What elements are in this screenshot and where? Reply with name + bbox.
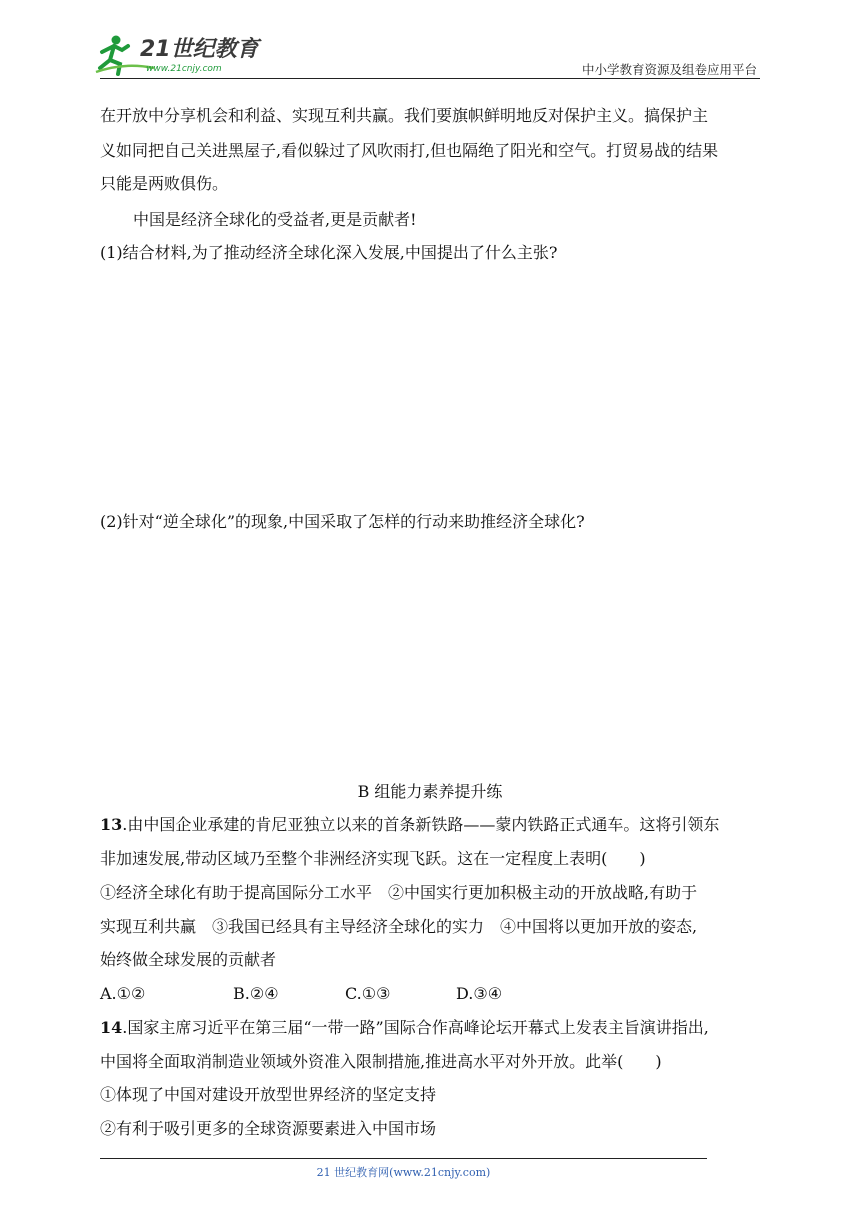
header-slogan: 中小学教育资源及组卷应用平台: [581, 62, 757, 77]
q13-option-d[interactable]: D.③④: [456, 984, 503, 1003]
passage-line-1: 在开放中分享机会和利益、实现互利共赢。我们要旗帜鲜明地反对保护主义。搞保护主: [100, 106, 709, 125]
q13-option-a[interactable]: A.①②: [100, 984, 146, 1003]
passage-line-2: 义如同把自己关进黑屋子,看似躲过了风吹雨打,但也隔绝了阳光和空气。打贸易战的结果: [100, 141, 719, 160]
q12-sub2: (2)针对“逆全球化”的现象,中国采取了怎样的行动来助推经济全球化?: [100, 512, 585, 531]
q13-line-4: 实现互利共赢 ③我国已经具有主导经济全球化的实力 ④中国将以更加开放的姿态,: [100, 917, 698, 936]
runner-logo-icon: [94, 32, 264, 78]
q14-text-1: .国家主席习近平在第三届“一带一路”国际合作高峰论坛开幕式上发表主旨演讲指出,: [122, 1018, 709, 1037]
passage-line-3: 只能是两败俱伤。: [100, 174, 229, 193]
site-logo[interactable]: [94, 32, 264, 78]
footer-link[interactable]: 21 世纪教育网(www.21cnjy.com): [316, 1166, 491, 1179]
q14-line-4: ②有利于吸引更多的全球资源要素进入中国市场: [100, 1119, 437, 1138]
footer-divider: [100, 1158, 707, 1159]
page-header: [0, 0, 860, 90]
q13-number: 13: [100, 815, 123, 834]
q13-option-b[interactable]: B.②④: [233, 984, 279, 1003]
logo-url: www.21cnjy.com: [146, 64, 222, 74]
passage-line-4: 中国是经济全球化的受益者,更是贡献者!: [133, 210, 417, 229]
q13-line-3: ①经济全球化有助于提高国际分工水平 ②中国实行更加积极主动的开放战略,有助于: [100, 883, 698, 902]
q12-sub1: (1)结合材料,为了推动经济全球化深入发展,中国提出了什么主张?: [100, 243, 558, 262]
q13-option-c[interactable]: C.①③: [345, 984, 391, 1003]
q13-text-1: .由中国企业承建的肯尼亚独立以来的首条新铁路——蒙内铁路正式通车。这将引领东: [122, 815, 720, 834]
q14-line-1: [100, 1017, 770, 1039]
q14-line-3: ①体现了中国对建设开放型世界经济的坚定支持: [100, 1085, 437, 1104]
q13-line-2: 非加速发展,带动区域乃至整个非洲经济实现飞跃。这在一定程度上表明( ): [100, 849, 646, 868]
q13-line-1: [100, 814, 770, 836]
q13-line-5: 始终做全球发展的贡献者: [100, 950, 277, 969]
header-divider: [100, 78, 760, 79]
q14-line-2: 中国将全面取消制造业领域外资准入限制措施,推进高水平对外开放。此举( ): [100, 1052, 662, 1071]
q13-options: [100, 983, 770, 1005]
q14-number: 14: [100, 1018, 123, 1037]
logo-text: 21世纪教育: [140, 37, 259, 62]
section-b-title: B 组能力素养提升练: [357, 782, 503, 801]
